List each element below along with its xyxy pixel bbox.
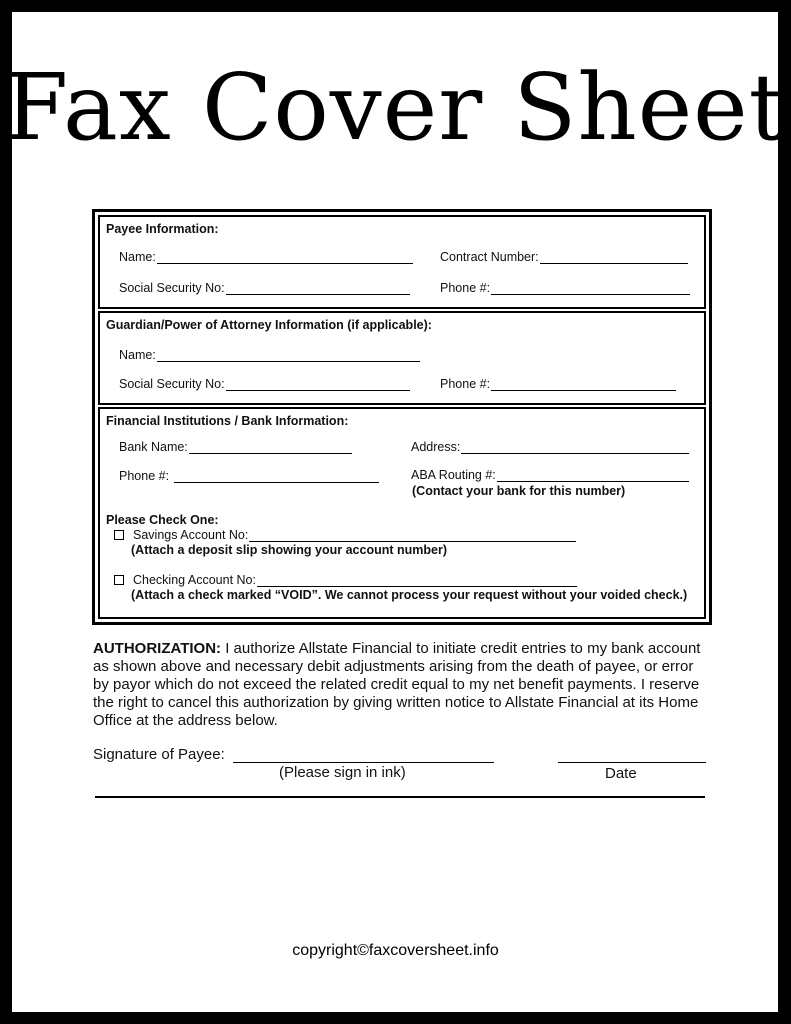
page-title: Fax Cover Sheet (4, 54, 787, 161)
authorization-paragraph (93, 640, 703, 730)
bank-address-field[interactable] (411, 440, 689, 454)
payee-name-field[interactable] (119, 250, 413, 264)
bank-name-field[interactable] (119, 440, 352, 454)
authorization-text: I authorize Allstate Financial to initiate credit entries to my bank account as shown above and necessary debit adjustments arising from the death of payee, or error by payor which do not exceed the related credit equal to my net benefit payments. I reserve the right to cancel this authorization by giving written notice to Allstate Financial at its Home Office at the address below. (93, 640, 701, 729)
checking-account-label: Checking Account No: (133, 573, 256, 587)
checking-account-field[interactable] (114, 573, 577, 587)
bank-phone-label: Phone #: (119, 469, 170, 483)
savings-account-label: Savings Account No: (133, 528, 249, 542)
savings-checkbox[interactable] (114, 530, 124, 540)
savings-account-line[interactable] (249, 531, 576, 542)
date-line[interactable] (558, 762, 706, 763)
bank-name-label: Bank Name: (119, 440, 188, 454)
guardian-name-field[interactable] (119, 348, 420, 362)
guardian-heading: Guardian/Power of Attorney Information (if applicable): (106, 318, 432, 332)
guardian-ssn-field[interactable] (119, 377, 410, 391)
copyright-text: copyright©faxcoversheet.info (292, 942, 499, 959)
bank-name-line[interactable] (189, 443, 352, 454)
savings-account-field[interactable] (114, 528, 576, 542)
payee-name-line[interactable] (157, 253, 413, 264)
contract-number-field[interactable] (440, 250, 688, 264)
aba-routing-note: (Contact your bank for this number) (412, 484, 626, 498)
checking-checkbox[interactable] (114, 575, 124, 585)
payee-heading: Payee Information: (106, 222, 219, 236)
signature-line[interactable] (233, 762, 494, 763)
date-label: Date (605, 765, 637, 782)
guardian-section (98, 311, 706, 405)
bank-phone-field[interactable] (119, 469, 379, 483)
guardian-name-label: Name: (119, 348, 156, 362)
guardian-name-line[interactable] (157, 351, 420, 362)
bank-phone-line[interactable] (174, 472, 379, 483)
guardian-ssn-line[interactable] (226, 380, 410, 391)
guardian-phone-line[interactable] (491, 380, 676, 391)
bank-section (98, 407, 706, 619)
bank-address-line[interactable] (461, 443, 689, 454)
payee-name-label: Name: (119, 250, 156, 264)
signature-label: Signature of Payee: (93, 746, 225, 763)
contract-number-label: Contract Number: (440, 250, 539, 264)
check-one-heading: Please Check One: (106, 513, 219, 527)
contract-number-line[interactable] (540, 253, 688, 264)
guardian-phone-field[interactable] (440, 377, 676, 391)
savings-note: (Attach a deposit slip showing your account number) (131, 543, 447, 557)
bank-heading: Financial Institutions / Bank Information: (106, 414, 349, 428)
payee-ssn-line[interactable] (226, 284, 410, 295)
aba-routing-line[interactable] (497, 471, 689, 482)
sign-in-ink-note: (Please sign in ink) (279, 764, 406, 781)
guardian-phone-label: Phone #: (440, 377, 491, 391)
payee-ssn-field[interactable] (119, 281, 410, 295)
payee-phone-label: Phone #: (440, 281, 491, 295)
checking-account-line[interactable] (257, 576, 577, 587)
checking-note: (Attach a check marked “VOID”. We cannot process your request without your voided check.) (131, 588, 688, 602)
payee-phone-line[interactable] (491, 284, 690, 295)
aba-routing-field[interactable] (411, 468, 689, 482)
aba-routing-label: ABA Routing #: (411, 468, 496, 482)
payee-section (98, 215, 706, 309)
bank-address-label: Address: (411, 440, 461, 454)
payee-ssn-label: Social Security No: (119, 281, 225, 295)
guardian-ssn-label: Social Security No: (119, 377, 225, 391)
authorization-lead: AUTHORIZATION: (93, 640, 222, 657)
bottom-divider (95, 796, 705, 798)
payee-phone-field[interactable] (440, 281, 690, 295)
form-box (92, 209, 712, 625)
